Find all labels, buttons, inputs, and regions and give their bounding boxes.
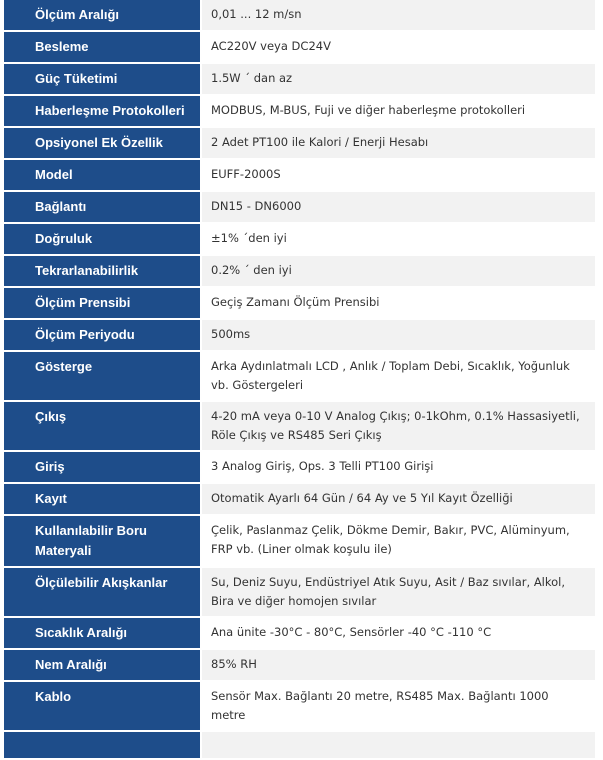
spec-value: 2 Adet PT100 ile Kalori / Enerji Hesabı [202,128,595,160]
table-row [4,192,595,224]
table-row [4,516,595,568]
table-row [4,732,595,760]
spec-value: 4-20 mA veya 0-10 V Analog Çıkış; 0-1kOhm, 0.1% Hassasiyetli, Röle Çıkış ve RS485 Seri Çıkış [202,402,595,452]
spec-label: Doğruluk [4,224,202,256]
spec-label: Opsiyonel Ek Özellik [4,128,202,160]
spec-value: MODBUS, M-BUS, Fuji ve diğer haberleşme protokolleri [202,96,595,128]
spec-value: Arka Aydınlatmalı LCD , Anlık / Toplam Debi, Sıcaklık, Yoğunluk vb. Göstergeleri [202,352,595,402]
spec-label: Güç Tüketimi [4,64,202,96]
spec-value: Sensör Max. Bağlantı 20 metre, RS485 Max. Bağlantı 1000 metre [202,682,595,732]
table-row [4,160,595,192]
spec-value: Çelik, Paslanmaz Çelik, Dökme Demir, Bakır, PVC, Alüminyum, FRP vb. (Liner olmak koşulu ile) [202,516,595,568]
spec-value: Ana ünite -30°C - 80°C, Sensörler -40 °C -110 °C [202,618,595,650]
spec-label: Ölçüm Prensibi [4,288,202,320]
spec-label: Kayıt [4,484,202,516]
spec-value: Su, Deniz Suyu, Endüstriyel Atık Suyu, Asit / Baz sıvılar, Alkol, Bira ve diğer homojen sıvılar [202,568,595,618]
spec-label: Ölçüm Aralığı [4,0,202,32]
spec-label: Tekrarlanabilirlik [4,256,202,288]
spec-value: 0,01 ... 12 m/sn [202,0,595,32]
table-row [4,352,595,402]
spec-value: DN15 - DN6000 [202,192,595,224]
spec-label [4,732,202,760]
table-row [4,256,595,288]
spec-label: Giriş [4,452,202,484]
table-row [4,128,595,160]
spec-value: EUFF-2000S [202,160,595,192]
spec-value: 85% RH [202,650,595,682]
table-row [4,32,595,64]
table-row [4,64,595,96]
table-row [4,0,595,32]
table-row [4,320,595,352]
table-row [4,288,595,320]
spec-label: Gösterge [4,352,202,402]
spec-label: Nem Aralığı [4,650,202,682]
spec-label: Bağlantı [4,192,202,224]
spec-label: Kullanılabilir Boru Materyali [4,516,202,568]
spec-value: 500ms [202,320,595,352]
table-row [4,568,595,618]
spec-table [4,0,595,760]
spec-label: Ölçülebilir Akışkanlar [4,568,202,618]
spec-label: Çıkış [4,402,202,452]
spec-value: 0.2% ´ den iyi [202,256,595,288]
spec-label: Besleme [4,32,202,64]
spec-value: 3 Analog Giriş, Ops. 3 Telli PT100 Girişi [202,452,595,484]
spec-label: Haberleşme Protokolleri [4,96,202,128]
table-row [4,452,595,484]
spec-label: Ölçüm Periyodu [4,320,202,352]
table-row [4,650,595,682]
table-row [4,402,595,452]
table-row [4,682,595,732]
table-row [4,224,595,256]
table-row [4,96,595,128]
spec-value: ±1% ´den iyi [202,224,595,256]
spec-label: Sıcaklık Aralığı [4,618,202,650]
spec-label: Kablo [4,682,202,732]
spec-value: AC220V veya DC24V [202,32,595,64]
spec-value: Geçiş Zamanı Ölçüm Prensibi [202,288,595,320]
table-row [4,618,595,650]
spec-value: Otomatik Ayarlı 64 Gün / 64 Ay ve 5 Yıl Kayıt Özelliği [202,484,595,516]
spec-value [202,732,595,760]
spec-label: Model [4,160,202,192]
table-row [4,484,595,516]
spec-value: 1.5W ´ dan az [202,64,595,96]
